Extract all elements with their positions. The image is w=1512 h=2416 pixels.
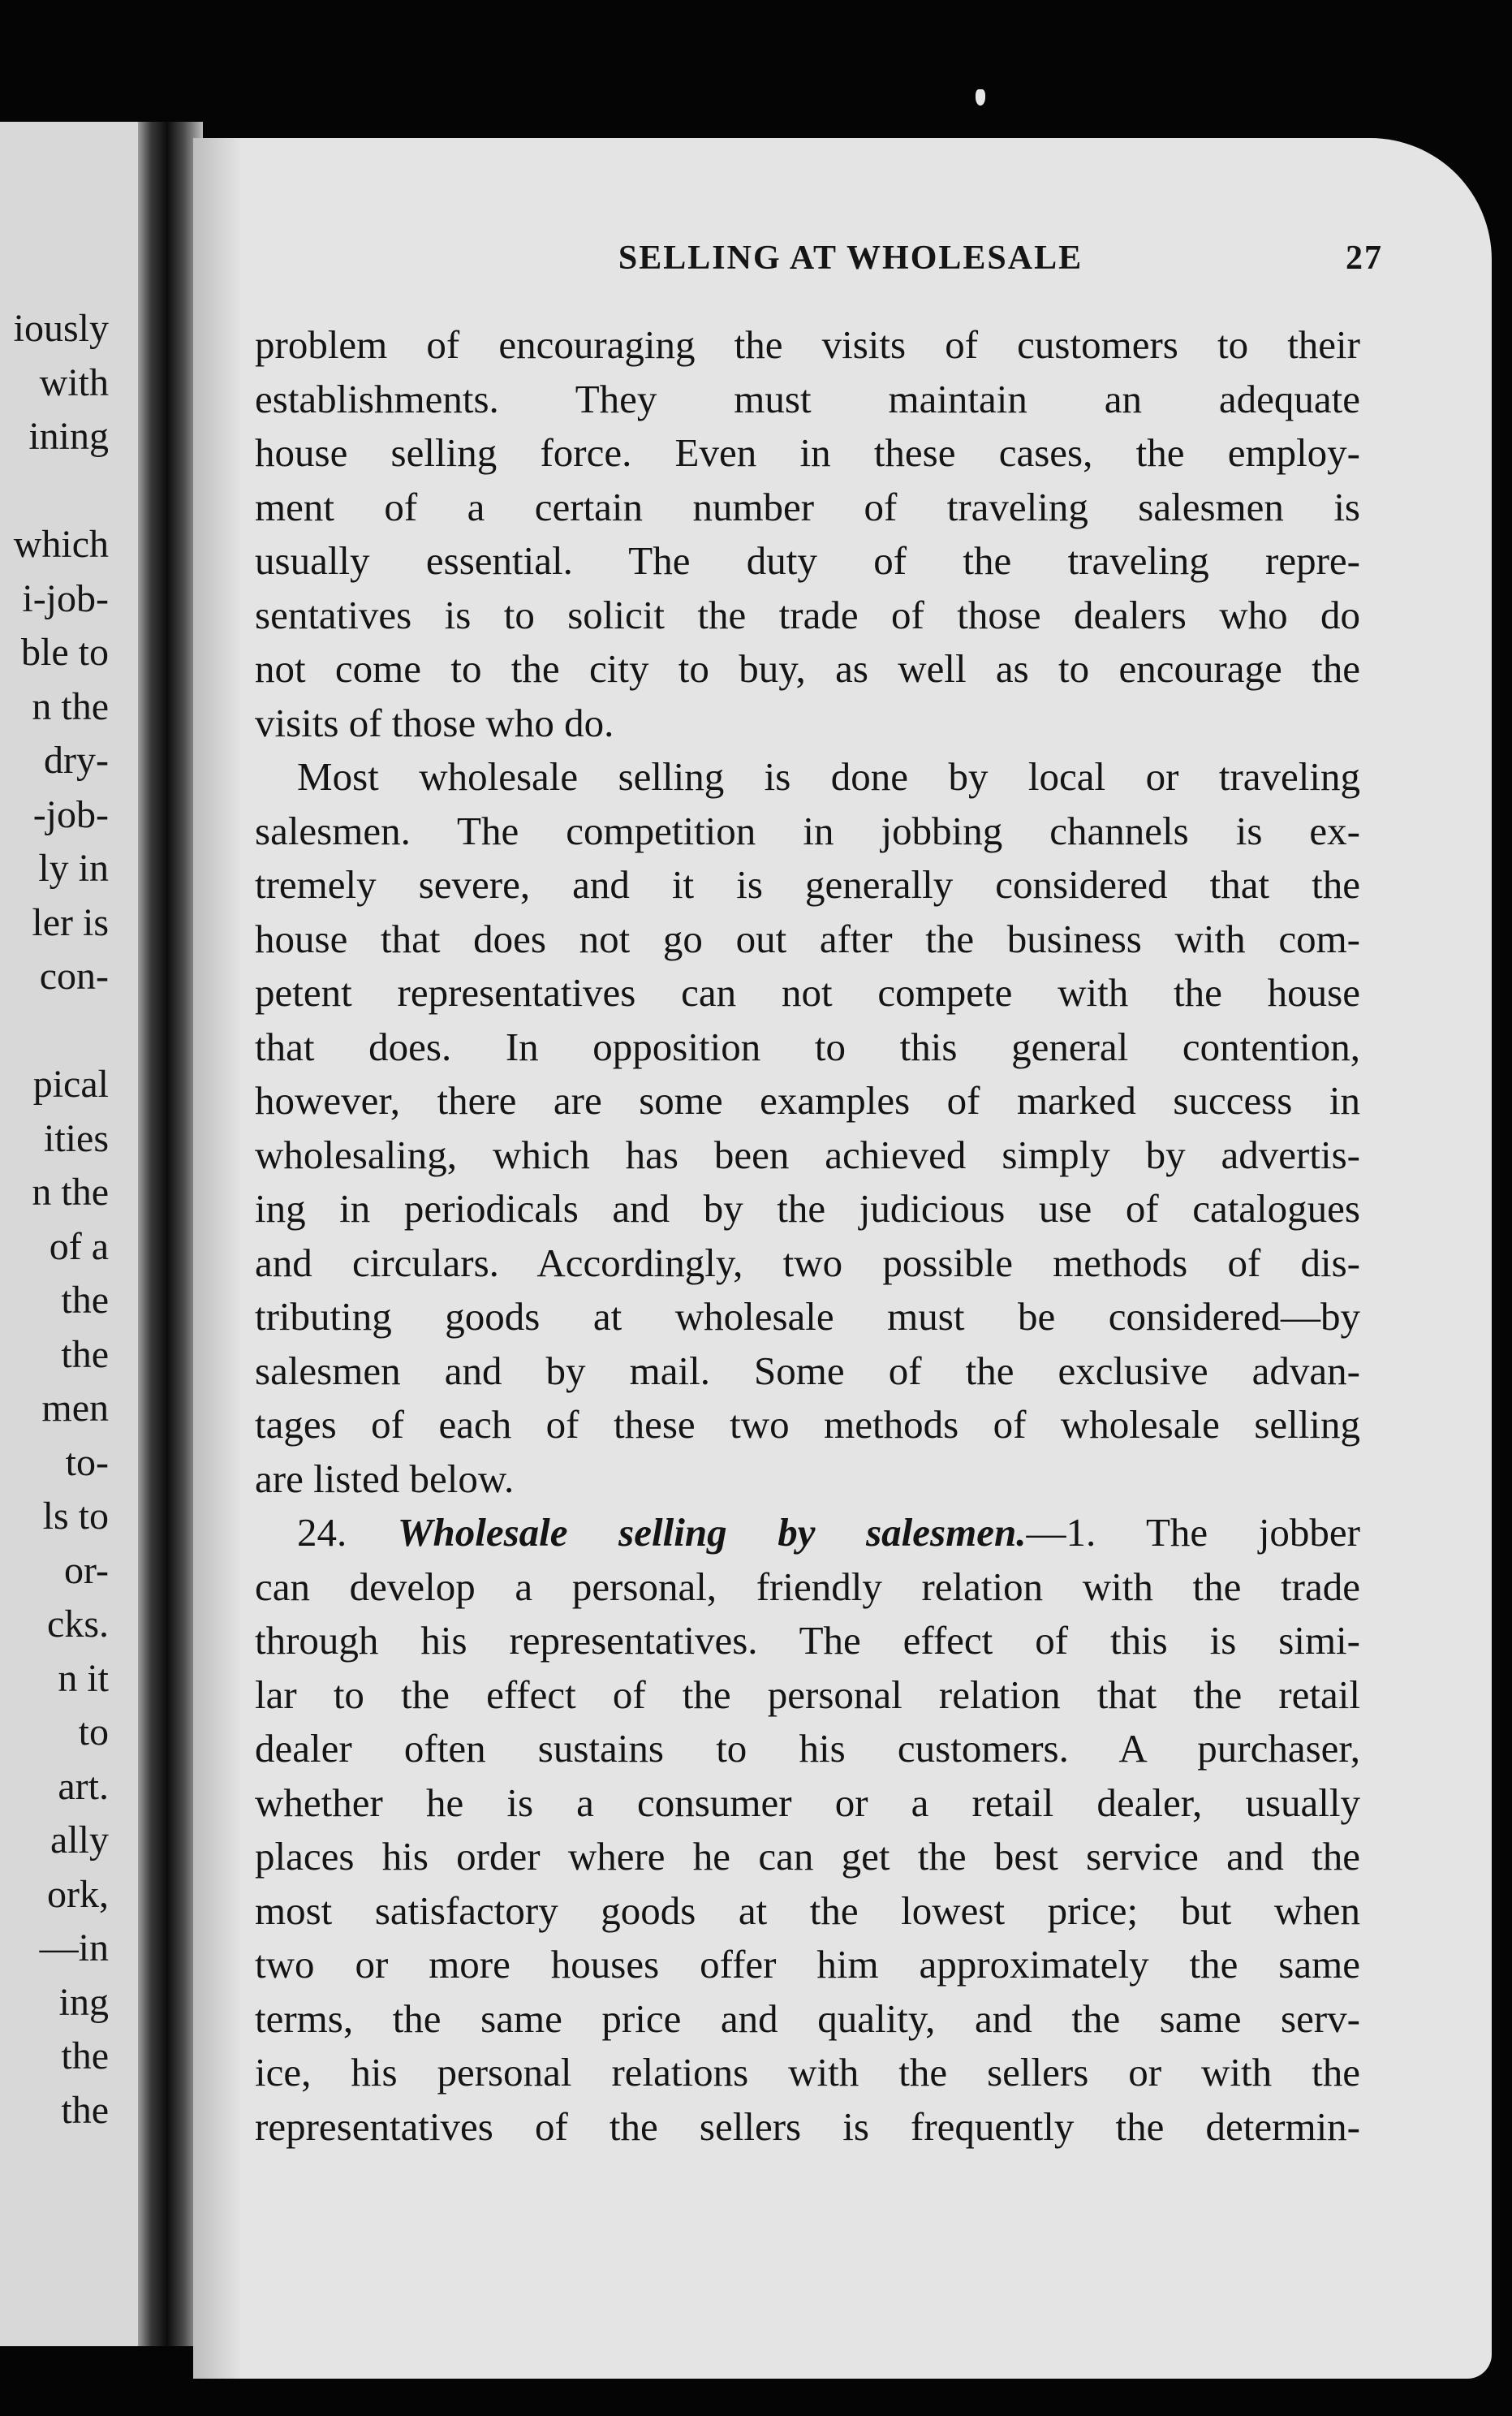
text-line: through his representatives. The effect of this is simi- [255,1618,1360,1663]
left-line: dry- [44,739,109,782]
left-line: ally [50,1818,109,1862]
text-line: tremely severe, and it is generally considered that the [255,862,1360,907]
text-line: visits of those who do. [255,700,614,745]
left-line: which [13,523,109,566]
left-line: ble to [21,631,109,674]
left-line: n it [58,1656,109,1700]
paragraph-start-line: Most wholesale selling is done by local or traveling [297,754,1360,799]
left-line: ork, [47,1872,109,1916]
left-line: the [61,1332,109,1376]
text-line: ing in periodicals and by the judicious use of catalogues [255,1186,1360,1231]
section-heading-line [255,1506,1360,1560]
left-line: ls to [42,1495,109,1538]
left-line: or- [63,1548,109,1592]
section-heading: Wholesale selling by salesmen. [397,1510,1027,1555]
left-line: n the [32,684,109,728]
left-line: ler is [32,900,109,944]
text-line: ment of a certain number of traveling salesmen is [255,484,1360,529]
left-line: ities [44,1116,109,1160]
left-line: i-job- [22,576,109,620]
running-head-title: SELLING AT WHOLESALE [618,239,1083,277]
left-line: iously [13,307,109,350]
text-line: and circulars. Accordingly, two possible methods of dis- [255,1240,1360,1285]
text-line: sentatives is to solicit the trade of those dealers who do [255,592,1360,637]
left-line [0,1004,109,1059]
text-line: usually essential. The duty of the traveling repre- [255,538,1360,583]
text-line: two or more houses offer him approximately the same [255,1942,1360,1987]
text-line: petent representatives can not compete with the house [255,970,1360,1015]
left-line: ly in [38,847,109,890]
left-line: pical [32,1063,109,1106]
text-line: that does. In opposition to this general contention, [255,1024,1360,1069]
body-text [255,318,1360,2154]
left-line: ining [28,415,109,458]
left-line: to- [65,1440,109,1484]
left-line: -job- [32,792,109,836]
text-line: places his order where he can get the best service and the [255,1834,1360,1879]
text-line: whether he is a consumer or a retail dealer, usually [255,1780,1360,1825]
left-line: with [39,360,109,404]
text-line: ice, his personal relations with the sellers or with the [255,2050,1360,2095]
text-line: can develop a personal, friendly relation with the trade [255,1564,1360,1609]
section-heading-continuation: —1. The jobber [1026,1510,1361,1555]
text-line: lar to the effect of the personal relation that the retail [255,1672,1360,1717]
text-line: establishments. They must maintain an adequate [255,376,1360,421]
left-line: the [61,2088,109,2132]
text-line: problem of encouraging the visits of customers to their [255,322,1360,367]
left-line: ing [58,1980,109,2024]
page-number: 27 [1346,239,1383,277]
left-line: —in [39,1926,109,1969]
text-line: representatives of the sellers is frequently the determin- [255,2103,1360,2149]
left-line: the [61,1279,109,1322]
left-line: to [78,1711,109,1754]
text-line: are listed below. [255,1456,515,1501]
left-line: art. [58,1764,109,1808]
text-line: not come to the city to buy, as well as to encourage the [255,646,1360,691]
text-line: most satisfactory goods at the lowest price; but when [255,1887,1360,1933]
text-line: house that does not go out after the business with com- [255,916,1360,961]
left-line: cks. [47,1603,109,1646]
section-number: 24. [297,1510,347,1555]
page-gutter-shadow [193,138,242,2379]
left-line: of a [49,1224,109,1268]
left-line: men [41,1387,109,1430]
text-line: dealer often sustains to his customers. A purchaser, [255,1726,1360,1771]
text-line: however, there are some examples of marked success in [255,1078,1360,1123]
left-line: the [61,2034,109,2077]
text-line: tributing goods at wholesale must be considered—by [255,1294,1360,1339]
previous-page-text [0,302,109,2138]
left-line [0,464,109,519]
text-line: wholesaling, which has been achieved simply by advertis- [255,1132,1360,1177]
text-line: terms, the same price and quality, and the same serv- [255,1995,1360,2041]
left-line: n the [32,1171,109,1214]
text-line: house selling force. Even in these cases, the employ- [255,430,1360,475]
left-line: con- [39,955,109,998]
running-head [282,239,1419,287]
text-line: salesmen. The competition in jobbing channels is ex- [255,808,1360,853]
film-speck [976,89,985,106]
text-line: salesmen and by mail. Some of the exclusive advan- [255,1348,1360,1393]
text-line: tages of each of these two methods of wholesale selling [255,1402,1360,1447]
book-page [193,138,1492,2379]
